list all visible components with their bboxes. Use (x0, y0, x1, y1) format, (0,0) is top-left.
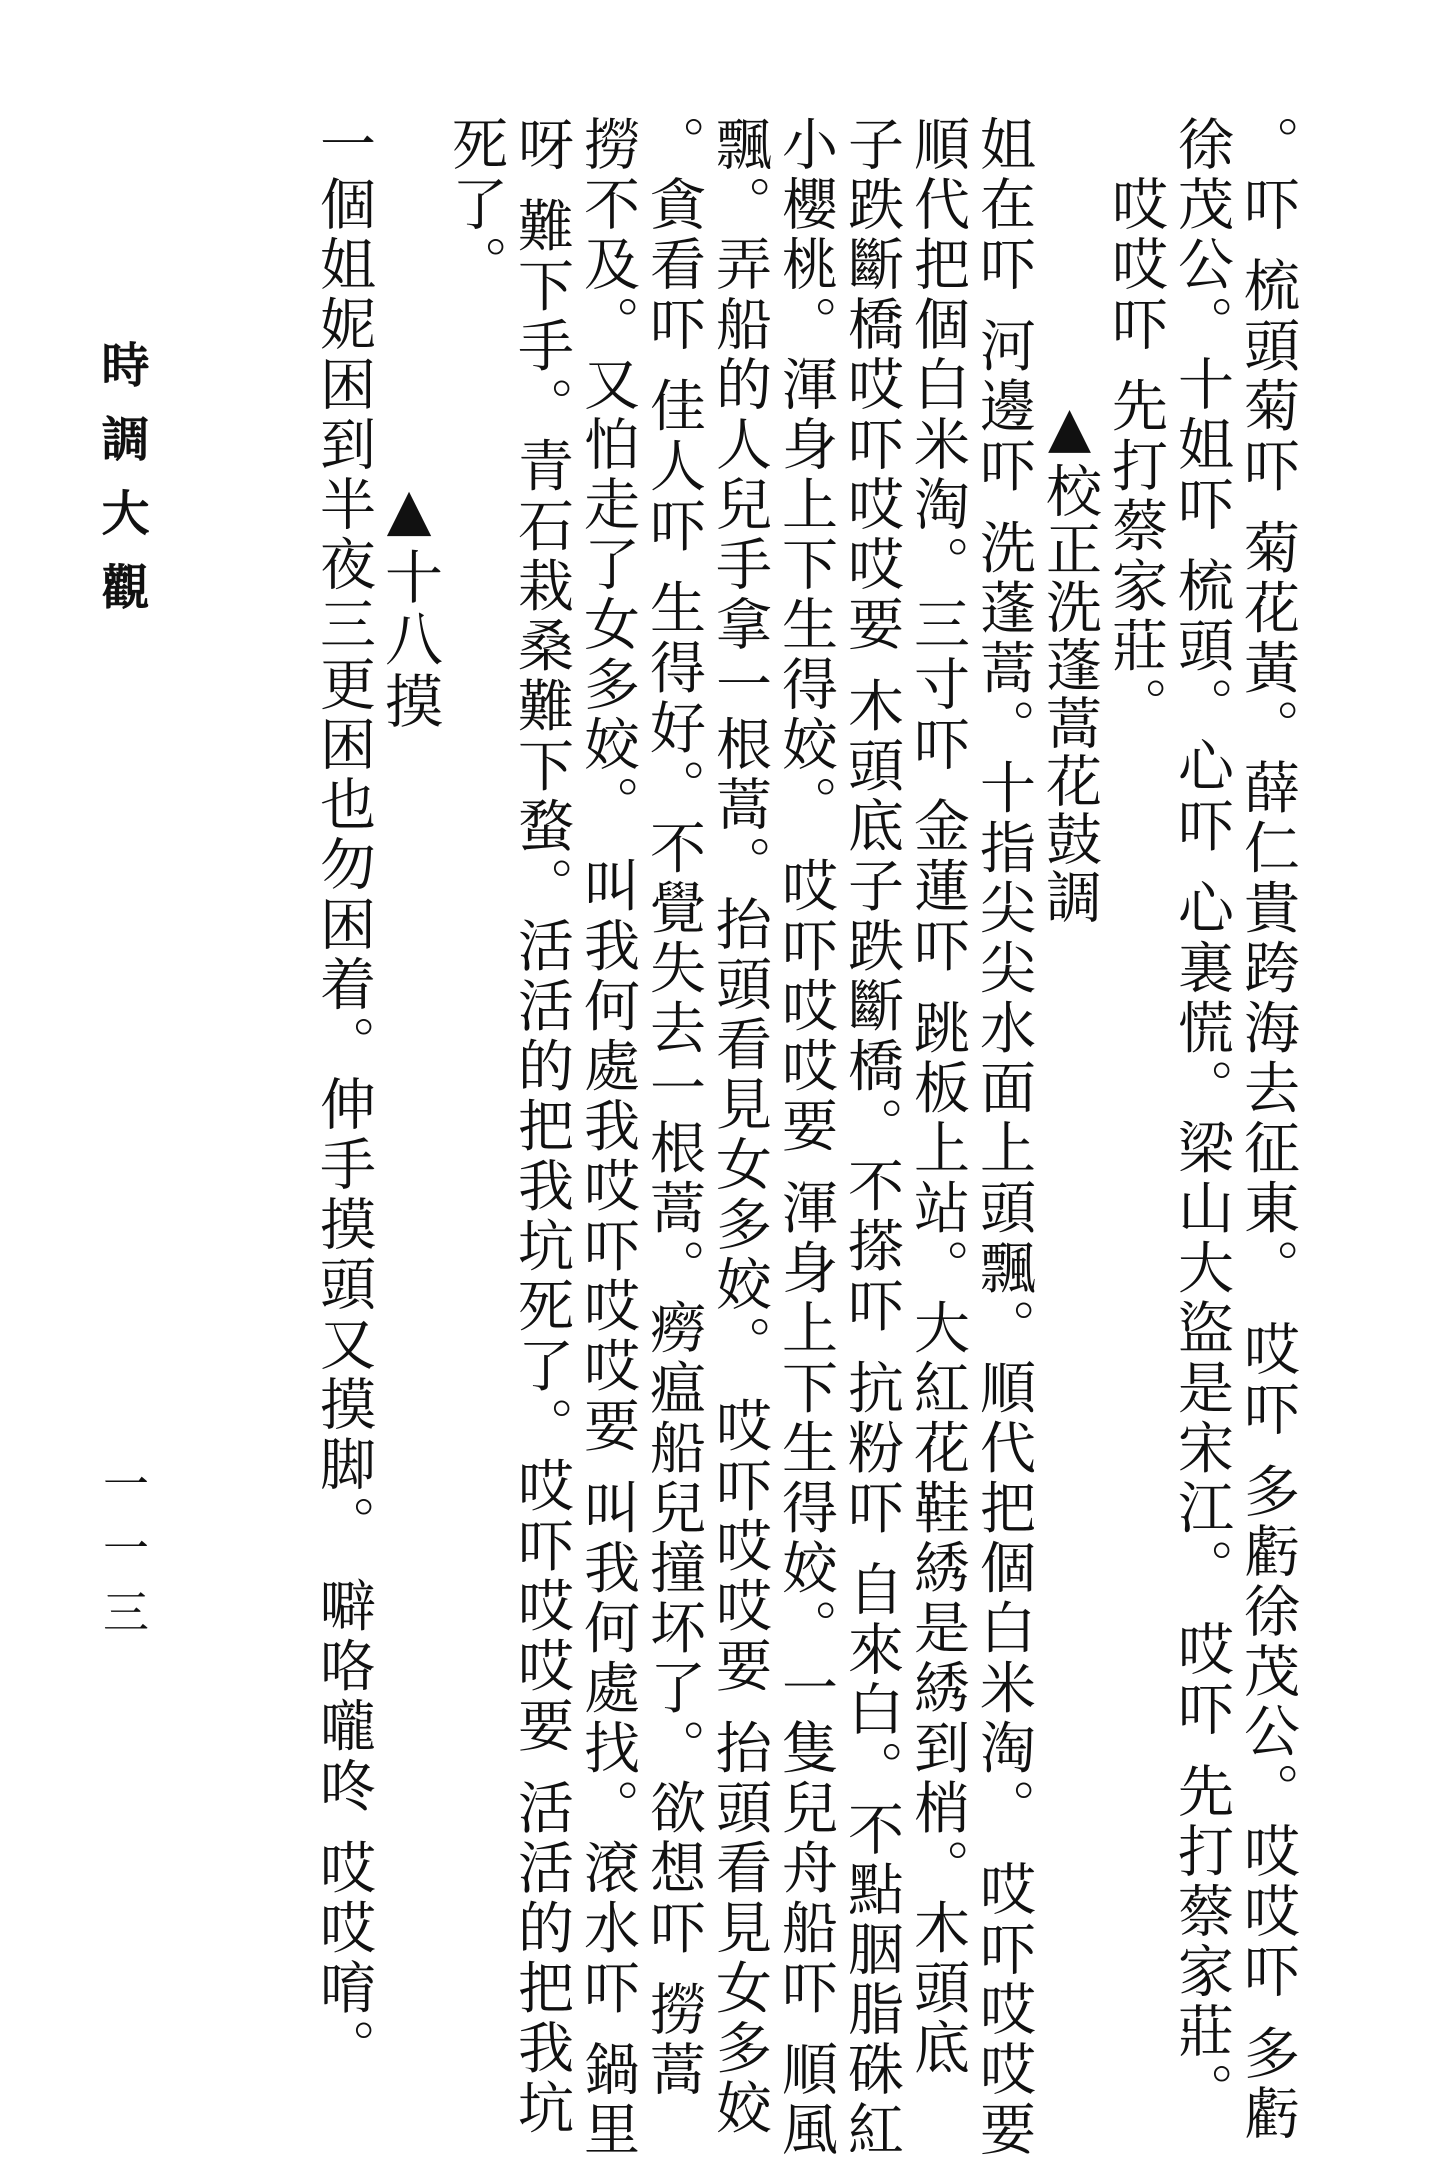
section-heading: ▲校正洗蓬蒿花鼓調 (1037, 395, 1102, 926)
text-column: 呀 難下手。青石栽桑難下蝥。活活的把我坑死了。哎吓哎哎要 活活的把我坑 (509, 115, 574, 2139)
text-column: 死了。 (443, 115, 508, 295)
section-heading: ▲十八摸 (375, 475, 443, 733)
text-column: 順代把個白米淘。三寸吓 金蓮吓 跳板上站。大紅花鞋綉是綉到梢。木頭底 (905, 115, 970, 2079)
text-column: 姐在吓 河邊吓 洗蓬蒿。十指尖尖水面上頭飄。順代把個白米淘。 哎吓哎哎要 (971, 115, 1036, 2160)
text-column: 。吓 梳頭菊吓 菊花黃。薛仁貴跨海去征東。 哎吓 多虧徐茂公。哎哎吓 多虧 (1235, 115, 1300, 2145)
text-column: 哎哎吓 先打蔡家莊。 (1103, 175, 1168, 737)
text-column: 。貪看吓 佳人吓 生得好。不覺失去一根蒿。癆瘟船兒撞坏了。欲想吓 撈蒿 (641, 115, 706, 2101)
text-column: 一個姐妮困到半夜三更困也勿困着。伸手摸頭又摸脚。 噼咯嚨咚 哎哎唷。 (311, 115, 376, 2079)
page-number: 一一三 (96, 1460, 150, 1652)
text-column: 小櫻桃。渾身上下生得姣。 哎吓哎哎要 渾身上下生得姣。一隻兒舟船吓 順風 (773, 115, 838, 2160)
vertical-text-body (300, 115, 1300, 2160)
running-title: 時調大觀 (93, 340, 149, 636)
text-column: 子跌斷橋哎吓哎哎要 木頭底子跌斷橋。不搽吓 抗粉吓 自來白。不點胭脂硃紅 (839, 115, 904, 2160)
text-column: 徐茂公。十姐吓 梳頭。心吓 心裏慌。梁山大盜是宋江。 哎吓 先打蔡家莊。 (1169, 115, 1234, 2123)
text-column: 飄。弄船的人兒手拿一根蒿。抬頭看見女多姣。 哎吓哎哎要 抬頭看見女多姣 (707, 115, 772, 2139)
text-column: 撈不及。又怕走了女多姣。 叫我何處我哎吓哎哎要 叫我何處找。滾水吓 鍋里 (575, 115, 640, 2160)
